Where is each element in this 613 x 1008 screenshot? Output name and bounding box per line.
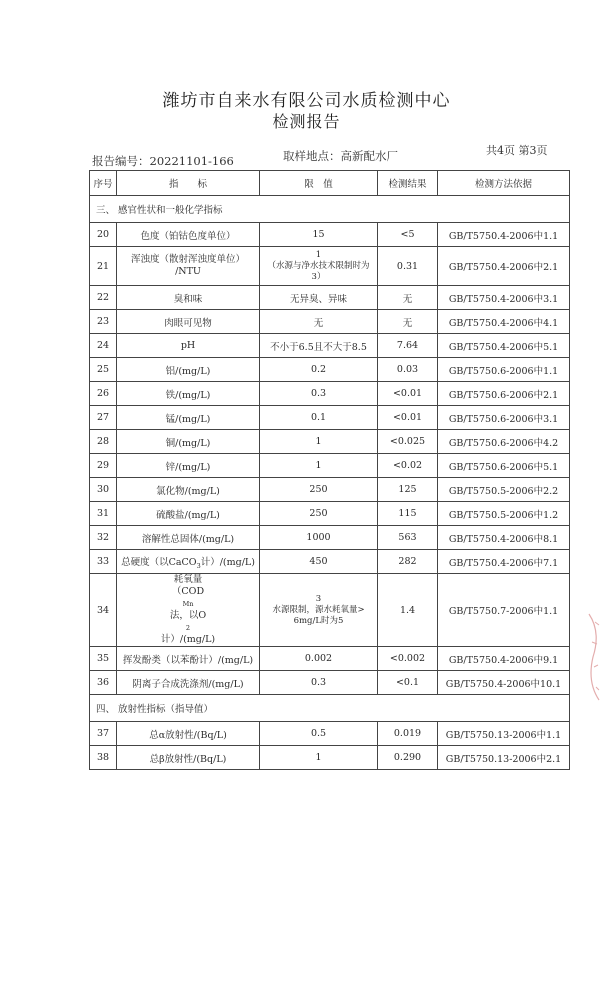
row-indicator: 溶解性总固体/(mg/L) [117, 526, 260, 550]
indicator-part: （COD [171, 586, 205, 597]
row-indicator: 锰/(mg/L) [117, 406, 260, 430]
seal-stamp-icon [585, 612, 607, 702]
row-limit: 不小于6.5且不大于8.5 [260, 334, 378, 358]
table-row [90, 406, 570, 430]
limit-line: 3 [315, 593, 322, 604]
row-indicator [117, 247, 260, 286]
row-no: 34 [90, 574, 117, 647]
row-method: GB/T5750.4-2006中9.1 [438, 647, 570, 671]
table-row [90, 430, 570, 454]
row-indicator: 肉眼可见物 [117, 310, 260, 334]
indicator-part: 总硬度（以CaCO [121, 556, 197, 568]
row-result: 0.31 [378, 247, 438, 286]
header-limit: 限 值 [260, 171, 378, 196]
row-no: 25 [90, 358, 117, 382]
table-row [90, 247, 570, 286]
row-result: 7.64 [378, 334, 438, 358]
row-method: GB/T5750.4-2006中4.1 [438, 310, 570, 334]
row-result: <0.01 [378, 406, 438, 430]
row-result: 282 [378, 550, 438, 574]
row-no: 33 [90, 550, 117, 574]
row-indicator: 色度（铂钴色度单位） [117, 223, 260, 247]
row-no: 32 [90, 526, 117, 550]
section-row [90, 695, 570, 722]
row-result: 无 [378, 286, 438, 310]
table-row [90, 382, 570, 406]
row-limit: 无异臭、异味 [260, 286, 378, 310]
row-limit: 0.2 [260, 358, 378, 382]
row-method: GB/T5750.4-2006中1.1 [438, 223, 570, 247]
row-indicator: pH [117, 334, 260, 358]
row-limit: 250 [260, 502, 378, 526]
row-no: 28 [90, 430, 117, 454]
row-limit: 450 [260, 550, 378, 574]
row-limit [260, 574, 378, 647]
row-limit: 250 [260, 478, 378, 502]
row-result: <0.02 [378, 454, 438, 478]
row-no: 24 [90, 334, 117, 358]
header-indicator: 指 标 [117, 171, 260, 196]
section-row [90, 196, 570, 223]
row-result: 125 [378, 478, 438, 502]
row-method: GB/T5750.5-2006中2.2 [438, 478, 570, 502]
sampling-site [283, 148, 398, 164]
report-title: 检测报告 [272, 112, 341, 131]
row-result: 无 [378, 310, 438, 334]
header-method: 检测方法依据 [438, 171, 570, 196]
row-no: 37 [90, 722, 117, 746]
row-indicator: 铁/(mg/L) [117, 382, 260, 406]
indicator-part: 法，以O [169, 610, 207, 621]
table-header [90, 171, 570, 196]
row-limit: 1000 [260, 526, 378, 550]
subscript: 3 [196, 561, 201, 570]
table-row [90, 286, 570, 310]
row-no: 36 [90, 671, 117, 695]
report-number [92, 153, 234, 169]
row-indicator: 铜/(mg/L) [117, 430, 260, 454]
row-result: 115 [378, 502, 438, 526]
row-no: 27 [90, 406, 117, 430]
table-row [90, 550, 570, 574]
indicator-part: 计）/(mg/L) [160, 634, 216, 645]
row-no: 21 [90, 247, 117, 286]
indicator-line: 浑浊度（散射浑浊度单位） [130, 254, 245, 265]
section-title: 四、 放射性指标（指导值） [90, 695, 570, 722]
row-method: GB/T5750.6-2006中5.1 [438, 454, 570, 478]
indicator-line: 耗氧量 [173, 574, 203, 585]
row-limit: 15 [260, 223, 378, 247]
sampling-site-value: 高新配水厂 [340, 149, 398, 163]
table-row [90, 722, 570, 746]
indicator-line [119, 586, 257, 646]
table-row [90, 223, 570, 247]
row-method: GB/T5750.4-2006中3.1 [438, 286, 570, 310]
seal-stamp [585, 612, 607, 702]
row-method: GB/T5750.5-2006中1.2 [438, 502, 570, 526]
row-indicator: 总β放射性/(Bq/L) [117, 746, 260, 770]
table-row [90, 358, 570, 382]
row-method: GB/T5750.4-2006中8.1 [438, 526, 570, 550]
row-no: 22 [90, 286, 117, 310]
row-result: <0.002 [378, 647, 438, 671]
limit-line: （水源与净水技术限制时为 [267, 260, 370, 271]
row-limit: 0.1 [260, 406, 378, 430]
row-no: 23 [90, 310, 117, 334]
row-method: GB/T5750.6-2006中4.2 [438, 430, 570, 454]
row-result: 1.4 [378, 574, 438, 647]
table-row [90, 671, 570, 695]
limit-line: 6mg/L时为5 [293, 615, 344, 626]
row-result: 0.019 [378, 722, 438, 746]
row-method: GB/T5750.6-2006中2.1 [438, 382, 570, 406]
table-row [90, 454, 570, 478]
page-count: 共4页 第3页 [486, 144, 548, 157]
indicator-part: 计）/(mg/L) [200, 556, 255, 568]
row-method: GB/T5750.4-2006中10.1 [438, 671, 570, 695]
limit-line: 水源限制，源水耗氧量> [272, 604, 365, 615]
row-method: GB/T5750.13-2006中1.1 [438, 722, 570, 746]
limit-line: 1 [315, 249, 322, 260]
table-row [90, 526, 570, 550]
table-row [90, 574, 570, 647]
subscript: Mn [182, 600, 194, 608]
row-result: 0.290 [378, 746, 438, 770]
row-indicator: 总α放射性/(Bq/L) [117, 722, 260, 746]
row-indicator: 硫酸盐/(mg/L) [117, 502, 260, 526]
table-row [90, 310, 570, 334]
row-indicator: 臭和味 [117, 286, 260, 310]
row-limit: 0.5 [260, 722, 378, 746]
row-result: 563 [378, 526, 438, 550]
header-seq: 序号 [90, 171, 117, 196]
row-result: <5 [378, 223, 438, 247]
row-indicator: 铝/(mg/L) [117, 358, 260, 382]
row-no: 31 [90, 502, 117, 526]
row-no: 30 [90, 478, 117, 502]
header-result: 检测结果 [378, 171, 438, 196]
row-method: GB/T5750.6-2006中3.1 [438, 406, 570, 430]
results-table [89, 170, 570, 770]
row-result: 0.03 [378, 358, 438, 382]
row-result: <0.1 [378, 671, 438, 695]
table-row [90, 647, 570, 671]
table-row [90, 746, 570, 770]
row-indicator [117, 574, 260, 647]
table-row [90, 502, 570, 526]
row-limit: 1 [260, 746, 378, 770]
table-row [90, 334, 570, 358]
row-method: GB/T5750.4-2006中7.1 [438, 550, 570, 574]
row-method: GB/T5750.4-2006中2.1 [438, 247, 570, 286]
indicator-line: /NTU [175, 266, 201, 277]
row-no: 20 [90, 223, 117, 247]
row-method: GB/T5750.6-2006中1.1 [438, 358, 570, 382]
table-row [90, 478, 570, 502]
row-no: 29 [90, 454, 117, 478]
row-no: 35 [90, 647, 117, 671]
report-number-value: 20221101-166 [149, 154, 234, 168]
row-indicator [117, 550, 260, 574]
row-method: GB/T5750.4-2006中5.1 [438, 334, 570, 358]
row-indicator: 氯化物/(mg/L) [117, 478, 260, 502]
row-indicator: 阴离子合成洗涤剂/(mg/L) [117, 671, 260, 695]
row-no: 26 [90, 382, 117, 406]
subscript: 2 [185, 624, 191, 632]
row-method: GB/T5750.7-2006中1.1 [438, 574, 570, 647]
section-title: 三、 感官性状和一般化学指标 [90, 196, 570, 223]
row-indicator: 挥发酚类（以苯酚计）/(mg/L) [117, 647, 260, 671]
row-indicator: 锌/(mg/L) [117, 454, 260, 478]
row-method: GB/T5750.13-2006中2.1 [438, 746, 570, 770]
row-limit: 1 [260, 454, 378, 478]
row-limit: 0.3 [260, 671, 378, 695]
row-limit: 无 [260, 310, 378, 334]
sampling-site-label: 取样地点： [283, 149, 341, 163]
row-limit: 0.002 [260, 647, 378, 671]
org-title: 潍坊市自来水有限公司水质检测中心 [162, 91, 451, 111]
limit-line: 3） [311, 271, 326, 282]
row-result: <0.01 [378, 382, 438, 406]
row-limit: 0.3 [260, 382, 378, 406]
row-limit: 1 [260, 430, 378, 454]
report-number-label: 报告编号： [92, 154, 150, 168]
row-no: 38 [90, 746, 117, 770]
row-result: <0.025 [378, 430, 438, 454]
row-limit [260, 247, 378, 286]
